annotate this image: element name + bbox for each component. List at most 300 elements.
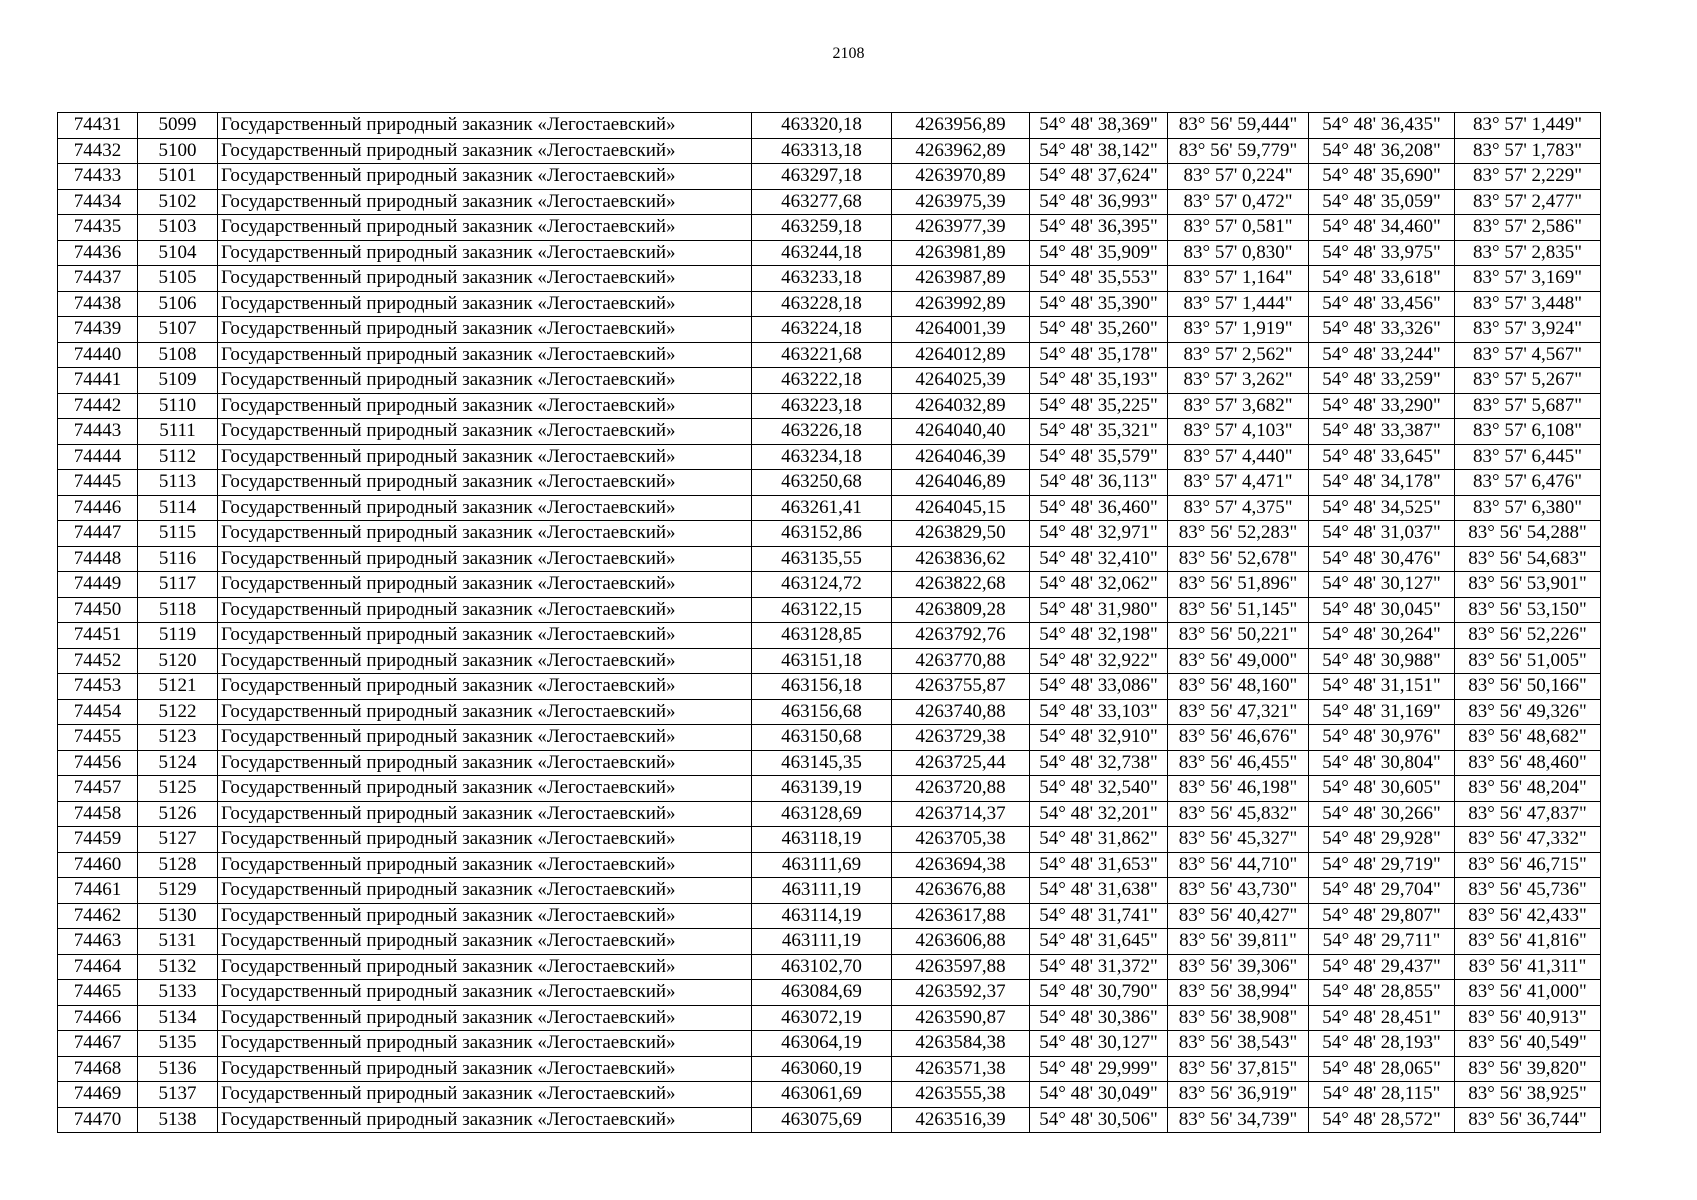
table-row <box>58 929 1601 955</box>
cell-lon-1: 83° 56' 52,678" <box>1168 546 1309 572</box>
cell-point-number: 5114 <box>138 495 218 521</box>
table-row <box>58 827 1601 853</box>
cell-point-number: 5118 <box>138 597 218 623</box>
cell-y-coord: 4263516,39 <box>892 1107 1030 1133</box>
table-row <box>58 852 1601 878</box>
table-row <box>58 801 1601 827</box>
cell-record-id: 74431 <box>58 113 138 139</box>
cell-lon-2: 83° 56' 48,682" <box>1455 725 1601 751</box>
cell-y-coord: 4263809,28 <box>892 597 1030 623</box>
cell-point-number: 5107 <box>138 317 218 343</box>
cell-lat-1: 54° 48' 35,260" <box>1030 317 1168 343</box>
cell-record-id: 74438 <box>58 291 138 317</box>
table-row <box>58 521 1601 547</box>
cell-point-number: 5109 <box>138 368 218 394</box>
table-row <box>58 980 1601 1006</box>
cell-lat-1: 54° 48' 31,372" <box>1030 954 1168 980</box>
cell-record-id: 74456 <box>58 750 138 776</box>
cell-lon-1: 83° 57' 3,262" <box>1168 368 1309 394</box>
cell-name: Государственный природный заказник «Легостаевский» <box>218 929 752 955</box>
cell-name: Государственный природный заказник «Легостаевский» <box>218 980 752 1006</box>
cell-lat-1: 54° 48' 32,198" <box>1030 623 1168 649</box>
cell-lon-1: 83° 56' 44,710" <box>1168 852 1309 878</box>
cell-name: Государственный природный заказник «Легостаевский» <box>218 291 752 317</box>
cell-name: Государственный природный заказник «Легостаевский» <box>218 1056 752 1082</box>
cell-record-id: 74464 <box>58 954 138 980</box>
cell-record-id: 74468 <box>58 1056 138 1082</box>
cell-lon-1: 83° 57' 3,682" <box>1168 393 1309 419</box>
cell-y-coord: 4264046,39 <box>892 444 1030 470</box>
cell-lat-1: 54° 48' 30,049" <box>1030 1082 1168 1108</box>
cell-lat-2: 54° 48' 33,326" <box>1309 317 1455 343</box>
cell-record-id: 74470 <box>58 1107 138 1133</box>
cell-record-id: 74439 <box>58 317 138 343</box>
cell-lat-1: 54° 48' 31,638" <box>1030 878 1168 904</box>
cell-point-number: 5100 <box>138 138 218 164</box>
cell-x-coord: 463228,18 <box>752 291 892 317</box>
cell-y-coord: 4263829,50 <box>892 521 1030 547</box>
cell-name: Государственный природный заказник «Легостаевский» <box>218 393 752 419</box>
cell-lat-2: 54° 48' 33,618" <box>1309 266 1455 292</box>
cell-lon-2: 83° 56' 41,816" <box>1455 929 1601 955</box>
table-row <box>58 368 1601 394</box>
table-row <box>58 597 1601 623</box>
cell-x-coord: 463277,68 <box>752 189 892 215</box>
cell-point-number: 5125 <box>138 776 218 802</box>
cell-lat-2: 54° 48' 33,259" <box>1309 368 1455 394</box>
cell-lat-1: 54° 48' 32,922" <box>1030 648 1168 674</box>
cell-x-coord: 463156,18 <box>752 674 892 700</box>
cell-point-number: 5136 <box>138 1056 218 1082</box>
table-row <box>58 317 1601 343</box>
cell-point-number: 5133 <box>138 980 218 1006</box>
cell-name: Государственный природный заказник «Легостаевский» <box>218 623 752 649</box>
cell-point-number: 5132 <box>138 954 218 980</box>
cell-record-id: 74458 <box>58 801 138 827</box>
cell-point-number: 5112 <box>138 444 218 470</box>
cell-lat-2: 54° 48' 36,435" <box>1309 113 1455 139</box>
cell-lat-2: 54° 48' 29,711" <box>1309 929 1455 955</box>
cell-x-coord: 463244,18 <box>752 240 892 266</box>
cell-lat-1: 54° 48' 32,410" <box>1030 546 1168 572</box>
cell-lat-2: 54° 48' 28,065" <box>1309 1056 1455 1082</box>
cell-point-number: 5123 <box>138 725 218 751</box>
cell-point-number: 5103 <box>138 215 218 241</box>
table-row <box>58 266 1601 292</box>
cell-lat-1: 54° 48' 31,980" <box>1030 597 1168 623</box>
cell-x-coord: 463139,19 <box>752 776 892 802</box>
cell-name: Государственный природный заказник «Легостаевский» <box>218 138 752 164</box>
cell-lon-2: 83° 56' 52,226" <box>1455 623 1601 649</box>
cell-lon-2: 83° 56' 54,683" <box>1455 546 1601 572</box>
cell-y-coord: 4263597,88 <box>892 954 1030 980</box>
cell-name: Государственный природный заказник «Легостаевский» <box>218 470 752 496</box>
cell-x-coord: 463135,55 <box>752 546 892 572</box>
cell-x-coord: 463111,69 <box>752 852 892 878</box>
table-row <box>58 546 1601 572</box>
cell-record-id: 74463 <box>58 929 138 955</box>
cell-lat-1: 54° 48' 36,460" <box>1030 495 1168 521</box>
cell-name: Государственный природный заказник «Легостаевский» <box>218 189 752 215</box>
cell-lon-2: 83° 57' 2,586" <box>1455 215 1601 241</box>
cell-lat-2: 54° 48' 33,244" <box>1309 342 1455 368</box>
cell-lon-1: 83° 56' 48,160" <box>1168 674 1309 700</box>
cell-lat-2: 54° 48' 30,045" <box>1309 597 1455 623</box>
cell-lat-2: 54° 48' 35,059" <box>1309 189 1455 215</box>
cell-y-coord: 4263755,87 <box>892 674 1030 700</box>
cell-lat-1: 54° 48' 32,201" <box>1030 801 1168 827</box>
cell-lon-2: 83° 57' 6,445" <box>1455 444 1601 470</box>
cell-point-number: 5102 <box>138 189 218 215</box>
cell-point-number: 5101 <box>138 164 218 190</box>
cell-y-coord: 4263617,88 <box>892 903 1030 929</box>
cell-name: Государственный природный заказник «Легостаевский» <box>218 572 752 598</box>
cell-lat-2: 54° 48' 34,178" <box>1309 470 1455 496</box>
cell-record-id: 74449 <box>58 572 138 598</box>
cell-x-coord: 463111,19 <box>752 878 892 904</box>
cell-name: Государственный природный заказник «Легостаевский» <box>218 725 752 751</box>
cell-lat-1: 54° 48' 29,999" <box>1030 1056 1168 1082</box>
cell-lat-2: 54° 48' 28,193" <box>1309 1031 1455 1057</box>
cell-record-id: 74435 <box>58 215 138 241</box>
cell-lon-1: 83° 56' 40,427" <box>1168 903 1309 929</box>
cell-lon-1: 83° 56' 46,676" <box>1168 725 1309 751</box>
cell-y-coord: 4263822,68 <box>892 572 1030 598</box>
table-row <box>58 1056 1601 1082</box>
cell-lon-2: 83° 56' 40,913" <box>1455 1005 1601 1031</box>
cell-lon-2: 83° 56' 45,736" <box>1455 878 1601 904</box>
cell-record-id: 74452 <box>58 648 138 674</box>
cell-y-coord: 4263962,89 <box>892 138 1030 164</box>
cell-lon-1: 83° 57' 0,472" <box>1168 189 1309 215</box>
cell-lat-2: 54° 48' 36,208" <box>1309 138 1455 164</box>
cell-point-number: 5120 <box>138 648 218 674</box>
cell-lon-2: 83° 56' 41,311" <box>1455 954 1601 980</box>
cell-record-id: 74457 <box>58 776 138 802</box>
cell-lon-1: 83° 56' 38,543" <box>1168 1031 1309 1057</box>
cell-y-coord: 4263590,87 <box>892 1005 1030 1031</box>
cell-point-number: 5138 <box>138 1107 218 1133</box>
cell-y-coord: 4263555,38 <box>892 1082 1030 1108</box>
cell-x-coord: 463151,18 <box>752 648 892 674</box>
table-row <box>58 113 1601 139</box>
table-row <box>58 419 1601 445</box>
cell-lon-2: 83° 56' 49,326" <box>1455 699 1601 725</box>
cell-lat-2: 54° 48' 30,476" <box>1309 546 1455 572</box>
cell-lat-2: 54° 48' 33,456" <box>1309 291 1455 317</box>
cell-y-coord: 4263720,88 <box>892 776 1030 802</box>
cell-lon-2: 83° 56' 41,000" <box>1455 980 1601 1006</box>
cell-lat-1: 54° 48' 30,506" <box>1030 1107 1168 1133</box>
cell-y-coord: 4263714,37 <box>892 801 1030 827</box>
cell-lon-2: 83° 57' 4,567" <box>1455 342 1601 368</box>
cell-x-coord: 463156,68 <box>752 699 892 725</box>
cell-record-id: 74445 <box>58 470 138 496</box>
cell-point-number: 5127 <box>138 827 218 853</box>
cell-x-coord: 463250,68 <box>752 470 892 496</box>
cell-record-id: 74461 <box>58 878 138 904</box>
cell-point-number: 5105 <box>138 266 218 292</box>
cell-lat-2: 54° 48' 33,290" <box>1309 393 1455 419</box>
cell-lat-1: 54° 48' 32,910" <box>1030 725 1168 751</box>
cell-y-coord: 4263975,39 <box>892 189 1030 215</box>
cell-record-id: 74443 <box>58 419 138 445</box>
cell-point-number: 5128 <box>138 852 218 878</box>
cell-point-number: 5121 <box>138 674 218 700</box>
table-row <box>58 878 1601 904</box>
cell-lon-2: 83° 56' 53,150" <box>1455 597 1601 623</box>
cell-x-coord: 463259,18 <box>752 215 892 241</box>
cell-lat-2: 54° 48' 30,264" <box>1309 623 1455 649</box>
cell-y-coord: 4263770,88 <box>892 648 1030 674</box>
cell-lon-2: 83° 57' 6,476" <box>1455 470 1601 496</box>
cell-lon-1: 83° 56' 39,811" <box>1168 929 1309 955</box>
cell-lat-1: 54° 48' 35,225" <box>1030 393 1168 419</box>
cell-lat-1: 54° 48' 31,741" <box>1030 903 1168 929</box>
cell-lat-1: 54° 48' 33,103" <box>1030 699 1168 725</box>
table-row <box>58 1107 1601 1133</box>
cell-lon-1: 83° 56' 51,145" <box>1168 597 1309 623</box>
cell-lon-2: 83° 57' 3,924" <box>1455 317 1601 343</box>
cell-lat-1: 54° 48' 32,971" <box>1030 521 1168 547</box>
cell-point-number: 5117 <box>138 572 218 598</box>
cell-lon-1: 83° 56' 43,730" <box>1168 878 1309 904</box>
cell-lon-2: 83° 57' 6,380" <box>1455 495 1601 521</box>
cell-lat-2: 54° 48' 29,704" <box>1309 878 1455 904</box>
cell-name: Государственный природный заказник «Легостаевский» <box>218 419 752 445</box>
cell-lat-2: 54° 48' 30,605" <box>1309 776 1455 802</box>
cell-x-coord: 463261,41 <box>752 495 892 521</box>
cell-point-number: 5122 <box>138 699 218 725</box>
cell-x-coord: 463118,19 <box>752 827 892 853</box>
cell-y-coord: 4264025,39 <box>892 368 1030 394</box>
cell-y-coord: 4263740,88 <box>892 699 1030 725</box>
cell-lat-1: 54° 48' 32,062" <box>1030 572 1168 598</box>
table-row <box>58 215 1601 241</box>
cell-name: Государственный природный заказник «Легостаевский» <box>218 368 752 394</box>
cell-x-coord: 463124,72 <box>752 572 892 598</box>
cell-y-coord: 4264012,89 <box>892 342 1030 368</box>
cell-name: Государственный природный заказник «Легостаевский» <box>218 546 752 572</box>
page-number: 2108 <box>832 45 865 62</box>
cell-lat-1: 54° 48' 35,321" <box>1030 419 1168 445</box>
cell-record-id: 74437 <box>58 266 138 292</box>
cell-lon-1: 83° 56' 59,444" <box>1168 113 1309 139</box>
cell-record-id: 74444 <box>58 444 138 470</box>
cell-lon-1: 83° 56' 39,306" <box>1168 954 1309 980</box>
cell-lat-2: 54° 48' 35,690" <box>1309 164 1455 190</box>
cell-y-coord: 4263584,38 <box>892 1031 1030 1057</box>
cell-y-coord: 4263977,39 <box>892 215 1030 241</box>
cell-record-id: 74442 <box>58 393 138 419</box>
cell-x-coord: 463072,19 <box>752 1005 892 1031</box>
cell-lon-2: 83° 57' 2,477" <box>1455 189 1601 215</box>
cell-lon-2: 83° 57' 1,449" <box>1455 113 1601 139</box>
cell-point-number: 5131 <box>138 929 218 955</box>
cell-point-number: 5116 <box>138 546 218 572</box>
cell-lon-1: 83° 56' 49,000" <box>1168 648 1309 674</box>
table-row <box>58 725 1601 751</box>
cell-lon-1: 83° 56' 45,327" <box>1168 827 1309 853</box>
cell-point-number: 5115 <box>138 521 218 547</box>
cell-lon-1: 83° 56' 37,815" <box>1168 1056 1309 1082</box>
cell-y-coord: 4263836,62 <box>892 546 1030 572</box>
table-row <box>58 750 1601 776</box>
cell-lon-2: 83° 56' 38,925" <box>1455 1082 1601 1108</box>
cell-lat-1: 54° 48' 35,193" <box>1030 368 1168 394</box>
cell-name: Государственный природный заказник «Легостаевский» <box>218 521 752 547</box>
cell-name: Государственный природный заказник «Легостаевский» <box>218 1031 752 1057</box>
cell-lat-2: 54° 48' 28,572" <box>1309 1107 1455 1133</box>
cell-y-coord: 4264040,40 <box>892 419 1030 445</box>
cell-lat-2: 54° 48' 33,387" <box>1309 419 1455 445</box>
cell-x-coord: 463233,18 <box>752 266 892 292</box>
cell-record-id: 74450 <box>58 597 138 623</box>
cell-name: Государственный природный заказник «Легостаевский» <box>218 266 752 292</box>
cell-lon-1: 83° 57' 0,224" <box>1168 164 1309 190</box>
cell-name: Государственный природный заказник «Легостаевский» <box>218 342 752 368</box>
cell-lon-2: 83° 56' 48,204" <box>1455 776 1601 802</box>
cell-record-id: 74440 <box>58 342 138 368</box>
cell-record-id: 74467 <box>58 1031 138 1057</box>
cell-lat-1: 54° 48' 30,386" <box>1030 1005 1168 1031</box>
cell-lat-2: 54° 48' 29,719" <box>1309 852 1455 878</box>
table-row <box>58 903 1601 929</box>
cell-name: Государственный природный заказник «Легостаевский» <box>218 164 752 190</box>
cell-x-coord: 463114,19 <box>752 903 892 929</box>
cell-x-coord: 463102,70 <box>752 954 892 980</box>
cell-x-coord: 463122,15 <box>752 597 892 623</box>
cell-point-number: 5135 <box>138 1031 218 1057</box>
cell-name: Государственный природный заказник «Легостаевский» <box>218 852 752 878</box>
cell-point-number: 5106 <box>138 291 218 317</box>
cell-x-coord: 463297,18 <box>752 164 892 190</box>
cell-name: Государственный природный заказник «Легостаевский» <box>218 597 752 623</box>
cell-x-coord: 463060,19 <box>752 1056 892 1082</box>
cell-lon-1: 83° 56' 46,198" <box>1168 776 1309 802</box>
table-row <box>58 623 1601 649</box>
cell-record-id: 74434 <box>58 189 138 215</box>
cell-y-coord: 4263970,89 <box>892 164 1030 190</box>
cell-lon-1: 83° 57' 4,103" <box>1168 419 1309 445</box>
cell-y-coord: 4263956,89 <box>892 113 1030 139</box>
coordinates-table <box>57 112 1601 1133</box>
table-row <box>58 1005 1601 1031</box>
cell-x-coord: 463128,85 <box>752 623 892 649</box>
cell-point-number: 5137 <box>138 1082 218 1108</box>
cell-lon-1: 83° 56' 45,832" <box>1168 801 1309 827</box>
cell-lat-2: 54° 48' 34,460" <box>1309 215 1455 241</box>
cell-y-coord: 4264032,89 <box>892 393 1030 419</box>
cell-name: Государственный природный заказник «Легостаевский» <box>218 878 752 904</box>
cell-name: Государственный природный заказник «Легостаевский» <box>218 699 752 725</box>
cell-lon-2: 83° 56' 54,288" <box>1455 521 1601 547</box>
cell-point-number: 5099 <box>138 113 218 139</box>
cell-lon-2: 83° 57' 3,448" <box>1455 291 1601 317</box>
cell-record-id: 74466 <box>58 1005 138 1031</box>
cell-y-coord: 4263987,89 <box>892 266 1030 292</box>
table-row <box>58 495 1601 521</box>
cell-y-coord: 4263729,38 <box>892 725 1030 751</box>
cell-x-coord: 463061,69 <box>752 1082 892 1108</box>
cell-lat-2: 54° 48' 33,645" <box>1309 444 1455 470</box>
cell-x-coord: 463128,69 <box>752 801 892 827</box>
cell-y-coord: 4263725,44 <box>892 750 1030 776</box>
cell-lat-2: 54° 48' 29,437" <box>1309 954 1455 980</box>
cell-point-number: 5104 <box>138 240 218 266</box>
table-body <box>58 113 1601 1133</box>
cell-record-id: 74459 <box>58 827 138 853</box>
cell-lon-2: 83° 56' 39,820" <box>1455 1056 1601 1082</box>
cell-lat-1: 54° 48' 36,395" <box>1030 215 1168 241</box>
cell-lon-1: 83° 57' 4,375" <box>1168 495 1309 521</box>
cell-lon-1: 83° 57' 4,440" <box>1168 444 1309 470</box>
cell-record-id: 74451 <box>58 623 138 649</box>
cell-name: Государственный природный заказник «Легостаевский» <box>218 648 752 674</box>
cell-record-id: 74454 <box>58 699 138 725</box>
cell-point-number: 5111 <box>138 419 218 445</box>
cell-record-id: 74432 <box>58 138 138 164</box>
cell-x-coord: 463145,35 <box>752 750 892 776</box>
cell-lon-2: 83° 56' 50,166" <box>1455 674 1601 700</box>
cell-lon-2: 83° 57' 6,108" <box>1455 419 1601 445</box>
cell-lat-1: 54° 48' 35,553" <box>1030 266 1168 292</box>
cell-x-coord: 463150,68 <box>752 725 892 751</box>
cell-y-coord: 4264001,39 <box>892 317 1030 343</box>
cell-name: Государственный природный заказник «Легостаевский» <box>218 750 752 776</box>
cell-lon-1: 83° 56' 38,994" <box>1168 980 1309 1006</box>
cell-lon-1: 83° 56' 36,919" <box>1168 1082 1309 1108</box>
cell-name: Государственный природный заказник «Легостаевский» <box>218 827 752 853</box>
cell-y-coord: 4263705,38 <box>892 827 1030 853</box>
cell-point-number: 5108 <box>138 342 218 368</box>
cell-name: Государственный природный заказник «Легостаевский» <box>218 954 752 980</box>
cell-lon-2: 83° 56' 40,549" <box>1455 1031 1601 1057</box>
cell-lon-1: 83° 56' 59,779" <box>1168 138 1309 164</box>
cell-lat-2: 54° 48' 30,266" <box>1309 801 1455 827</box>
cell-name: Государственный природный заказник «Легостаевский» <box>218 113 752 139</box>
cell-y-coord: 4263981,89 <box>892 240 1030 266</box>
cell-lat-2: 54° 48' 30,988" <box>1309 648 1455 674</box>
cell-point-number: 5119 <box>138 623 218 649</box>
table-row <box>58 699 1601 725</box>
cell-lat-1: 54° 48' 35,579" <box>1030 444 1168 470</box>
cell-lat-1: 54° 48' 30,790" <box>1030 980 1168 1006</box>
cell-lat-1: 54° 48' 37,624" <box>1030 164 1168 190</box>
table-row <box>58 138 1601 164</box>
cell-lon-2: 83° 56' 46,715" <box>1455 852 1601 878</box>
table-row <box>58 674 1601 700</box>
cell-record-id: 74462 <box>58 903 138 929</box>
cell-lat-1: 54° 48' 32,540" <box>1030 776 1168 802</box>
cell-lon-1: 83° 56' 51,896" <box>1168 572 1309 598</box>
cell-point-number: 5129 <box>138 878 218 904</box>
cell-lon-2: 83° 56' 48,460" <box>1455 750 1601 776</box>
cell-y-coord: 4263676,88 <box>892 878 1030 904</box>
cell-x-coord: 463223,18 <box>752 393 892 419</box>
cell-lat-2: 54° 48' 28,451" <box>1309 1005 1455 1031</box>
table-row <box>58 189 1601 215</box>
cell-lat-2: 54° 48' 29,928" <box>1309 827 1455 853</box>
cell-lon-1: 83° 57' 1,444" <box>1168 291 1309 317</box>
cell-lon-2: 83° 56' 36,744" <box>1455 1107 1601 1133</box>
cell-lon-1: 83° 57' 0,830" <box>1168 240 1309 266</box>
cell-lon-2: 83° 57' 2,229" <box>1455 164 1601 190</box>
table-row <box>58 164 1601 190</box>
cell-lat-2: 54° 48' 28,115" <box>1309 1082 1455 1108</box>
cell-lat-2: 54° 48' 30,127" <box>1309 572 1455 598</box>
cell-lat-2: 54° 48' 28,855" <box>1309 980 1455 1006</box>
